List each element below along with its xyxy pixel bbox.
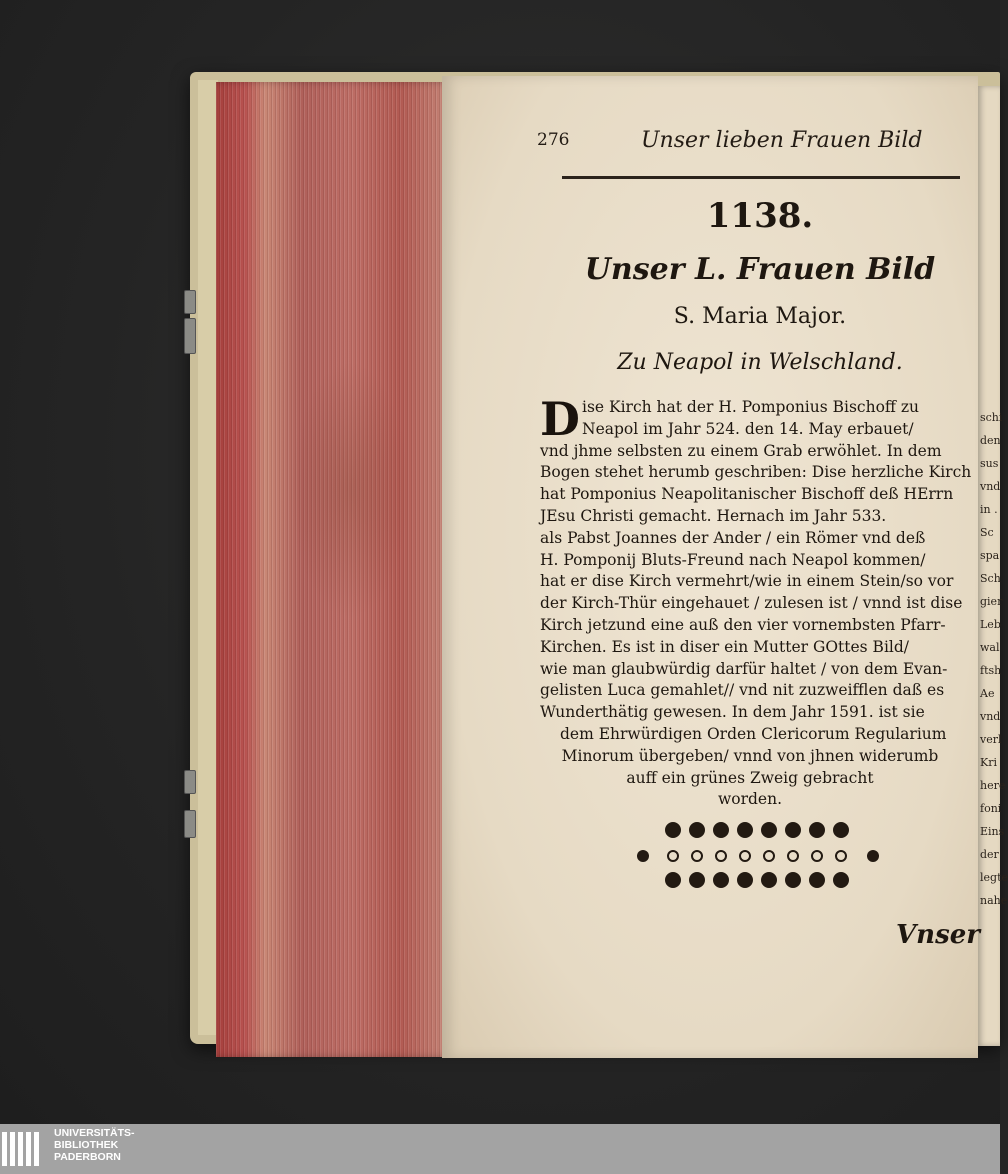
next-page-fragment: foni bbox=[980, 802, 1002, 815]
body-line: Kirch jetzund eine auß den vier vornembsten Pfarr- bbox=[540, 615, 946, 634]
next-page-fragment: sus bbox=[980, 457, 999, 470]
library-footer bbox=[0, 1124, 1000, 1174]
next-page-fragment: legte bbox=[980, 871, 1008, 884]
library-name bbox=[54, 1127, 135, 1163]
next-page-fragment: Sc bbox=[980, 526, 994, 539]
next-page-fragments bbox=[980, 406, 1008, 912]
library-logo-icon bbox=[0, 1130, 46, 1168]
next-page-fragment: ftsh bbox=[980, 664, 1002, 677]
catchword: Vnser bbox=[896, 920, 980, 950]
running-title: Unser lieben Frauen Bild bbox=[641, 128, 923, 153]
next-page-fragment: in . bbox=[980, 503, 998, 516]
body-line: hat Pomponius Neapolitanischer Bischoff deß HErrn bbox=[540, 485, 954, 504]
body-line: Minorum übergeben/ vnnd von jhnen widerumb bbox=[561, 746, 939, 765]
library-name-line-3: PADERBORN bbox=[54, 1151, 121, 1163]
entry-place: Zu Neapol in Welschland. bbox=[617, 350, 903, 375]
clasp-hinge-bottom-icon bbox=[184, 810, 196, 838]
body-line: dem Ehrwürdigen Orden Clericorum Regularium bbox=[560, 724, 947, 743]
entry-subtitle: S. Maria Major. bbox=[673, 304, 847, 329]
library-name-line-1: UNIVERSITÄTS- bbox=[54, 1127, 135, 1139]
next-page-fragment: den bbox=[980, 434, 1001, 447]
clasp-top-icon bbox=[184, 290, 196, 314]
next-page-fragment: verl bbox=[980, 733, 1002, 746]
entry-number: 1138. bbox=[706, 196, 814, 236]
body-line: worden. bbox=[717, 790, 782, 809]
body-line: ise Kirch hat der H. Pomponius Bischoff zu bbox=[582, 398, 920, 416]
body-line: Bogen stehet herumb geschriben: Dise herzliche Kirch bbox=[540, 463, 972, 482]
header-rule bbox=[562, 176, 960, 179]
next-page-fragment: gier bbox=[980, 595, 1003, 608]
body-line: Kirchen. Es ist in diser ein Mutter GOttes Bild/ bbox=[540, 637, 910, 656]
body-line: hat er dise Kirch vermehrt/wie in einem Stein/so vor bbox=[540, 572, 954, 591]
body-line: wie man glaubwürdig darfür haltet / von dem Evan- bbox=[540, 659, 948, 678]
floral-ornament-icon bbox=[633, 818, 883, 892]
next-page-fragment: Leb bbox=[980, 618, 1001, 631]
next-page-fragment: vnd bbox=[980, 480, 1001, 493]
page-number: 276 bbox=[537, 130, 570, 150]
body-line: gelisten Luca gemahlet// vnd nit zuzweifflen daß es bbox=[540, 681, 945, 700]
clasp-hinge-icon bbox=[184, 318, 196, 354]
page-header bbox=[537, 130, 957, 164]
next-page-fragment: der bbox=[980, 848, 999, 861]
body-line: der Kirch-Thür eingehauet / zulesen ist / vnnd ist dise bbox=[540, 594, 963, 613]
next-page-edge bbox=[978, 86, 1008, 1046]
body-line: Neapol im Jahr 524. den 14. May erbauet/ bbox=[582, 419, 914, 438]
body-line: auff ein grünes Zweig gebracht bbox=[626, 768, 874, 787]
next-page-fragment: Sch bbox=[980, 572, 1001, 585]
body-line: H. Pomponij Bluts-Freund nach Neapol kommen/ bbox=[540, 550, 926, 569]
next-page-fragment: Ae bbox=[980, 687, 995, 700]
next-page-fragment: here bbox=[980, 779, 1006, 792]
next-page-fragment: wal bbox=[980, 641, 1000, 654]
library-name-line-2: BIBLIOTHEK bbox=[54, 1139, 119, 1151]
next-page-fragment: vnd bbox=[980, 710, 1001, 723]
body-line: Wunderthätig gewesen. In dem Jahr 1591. ist sie bbox=[540, 703, 925, 722]
next-page-fragment: Kri bbox=[980, 756, 997, 769]
next-page-fragment: schi bbox=[980, 411, 1003, 424]
body-line: als Pabst Joannes der Ander / ein Römer vnd deß bbox=[540, 528, 926, 547]
body-line: vnd jhme selbsten zu einem Grab erwöhlet. In dem bbox=[540, 441, 942, 460]
next-page-fragment: spa bbox=[980, 549, 1000, 562]
next-page-fragment: nahe bbox=[980, 894, 1008, 907]
cover-inner-board bbox=[198, 80, 218, 1035]
drop-cap: D bbox=[540, 392, 580, 446]
clasp-bottom-icon bbox=[184, 770, 196, 794]
next-page-fragment: Eins bbox=[980, 825, 1005, 838]
entry-title: Unser L. Frauen Bild bbox=[584, 252, 936, 287]
edge-stain bbox=[290, 360, 410, 620]
body-line: JEsu Christi gemacht. Hernach im Jahr 533. bbox=[540, 506, 887, 525]
body-text bbox=[540, 392, 972, 811]
